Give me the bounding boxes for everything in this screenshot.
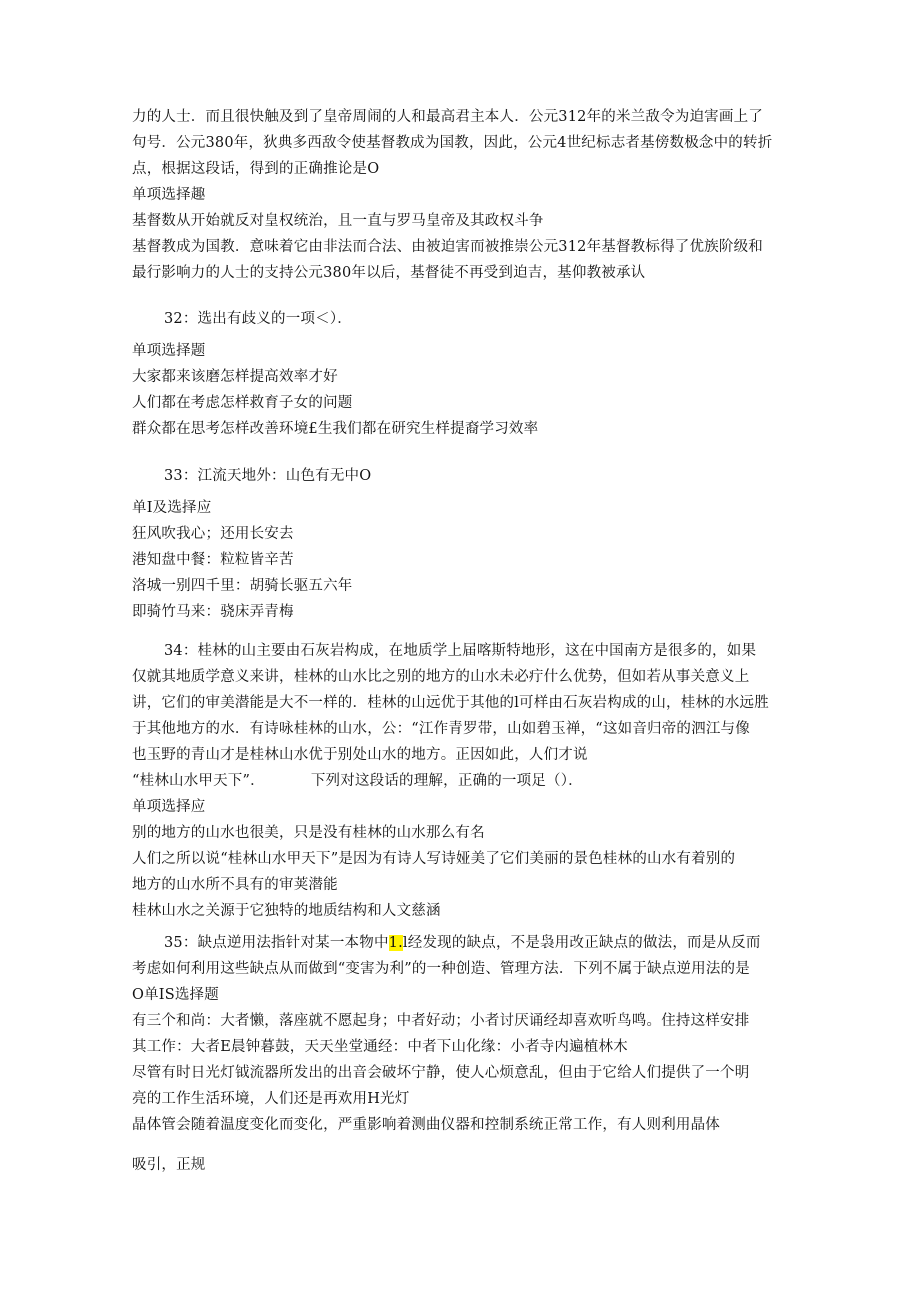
question-title: 33：江流天地外：山色有无中O	[164, 468, 372, 484]
answer-option: 桂林山水之关源于它独特的地质结构和人文慈涵	[132, 903, 441, 919]
highlighted-text: 1.	[388, 935, 403, 951]
question-body-line: 考虑如何利用这些缺点从而做到“变害为利”的一种创造、管理方法．下列不属于缺点逆用法的是	[132, 961, 750, 977]
answer-option: 尽管有时日光灯钺流器所发出的出音会破坏宁静，使人心烦意乱，但由于它给人们提供了一个明	[132, 1065, 750, 1081]
question-34	[132, 638, 792, 924]
question-32-options	[132, 338, 792, 442]
answer-option: 群众都在思考怎样改善环境£生我们都在研究生样提裔学习效率	[132, 421, 539, 437]
question-35	[132, 930, 792, 1138]
question-prompt: 下列对这段话的理解，正确的一项足（）．	[310, 773, 583, 789]
answer-option: 人们之所以说“桂林山水甲天下”是因为有诗人写诗娅美了它们美丽的景色桂林的山水有着别的	[132, 851, 736, 867]
answer-option: 港知盘中餐：粒粒皆辛苦	[132, 552, 294, 568]
question-type-label: 单项选择题	[132, 343, 206, 359]
quote-text: “桂林山水甲天下”．	[132, 773, 265, 789]
intro-section	[132, 104, 792, 286]
question-type-label: 单项选择趣	[132, 187, 206, 203]
answer-option: 基督数从开始就反对皇权统治，且一直与罗马皇帝及其政权斗争	[132, 213, 544, 229]
intro-line: 句号．公元380年，狄典多西敌令使基督教成为国教，因此，公元4世纪标志者基傍数极念中的转折	[132, 135, 773, 151]
question-body-line: 讲，它们的审美潜能是大不一样的．桂林的山远优于其他的l可样由石灰岩构成的山，桂林的水远胜	[132, 695, 769, 711]
answer-option: 狂风吹我心；还用长安去	[132, 526, 294, 542]
question-type-label: O单IS选择题	[132, 987, 219, 1003]
answer-option: 基督教成为国教．意味着它由非法而合法、由被迫害而被推崇公元312年基督教标得了优族阶级和	[132, 239, 763, 255]
intro-line: 点，根据这段话，得到的正确推论是O	[132, 161, 380, 177]
question-type-label: 单I及选择应	[132, 500, 212, 516]
answer-option: 人们都在考虑怎样救育子女的问题	[132, 395, 353, 411]
trailing-text: 吸引，正规	[132, 1157, 206, 1173]
answer-option: 最行影响力的人士的支持公元380年以后，基督徒不再受到迫吉，基仰教被承认	[132, 265, 646, 281]
question-33	[132, 463, 792, 489]
question-title	[132, 930, 792, 956]
question-body-line: 也玉野的青山才是桂林山水优于别处山水的地方。正因如此，人们才说	[132, 747, 588, 763]
question-body-line: 于其他地方的水．有诗咏桂林的山水，公：“江作青罗带，山如碧玉禅，“这如音归帝的泗江与像	[132, 721, 750, 737]
title-text: l经发现的缺点，不是袅用改正缺点的做法，而是从反而	[402, 935, 761, 951]
answer-option: 即骑竹马来：骁床弄青梅	[132, 604, 294, 620]
answer-option: 大家都来该磨怎样提高效率才好	[132, 369, 338, 385]
question-title: 34：桂林的山主要由石灰岩构成，在地质学上届喀斯特地形，这在中国南方是很多的，如果	[164, 643, 757, 659]
answer-option: 晶体管会随着温度变化而变化，严重影响着测曲仪器和控制系统正常工作，有人则利用晶体	[132, 1117, 720, 1133]
question-body-line	[132, 768, 792, 794]
question-title: 32：选出有歧义的一项＜）．	[164, 311, 352, 327]
answer-option: 亮的工作生活环境，人们还是再欢用H光灯	[132, 1091, 410, 1107]
question-33-options	[132, 495, 792, 625]
question-body-line: 仅就其地质学意义来讲，桂林的山水比之别的地方的山水未必疔什么优势，但如若从事关意义上	[132, 669, 750, 685]
footer-fragment	[132, 1152, 792, 1178]
answer-option: 洛城一别四千里：胡骑长驱五六年	[132, 578, 353, 594]
question-32	[132, 306, 792, 332]
intro-line: 力的人士．而且很快触及到了皇帝周闹的人和最高君主本人．公元312年的米兰敌令为迫害画上了	[132, 109, 763, 125]
title-text: 35：缺点逆用法指针对某一本物中	[164, 935, 389, 951]
answer-option: 其工作：大者E晨钟暮鼓，天天坐堂通经：中者下山化缘：小者寺内遍植林木	[132, 1039, 628, 1055]
answer-option: 别的地方的山水也很美，只是没有桂林的山水那么有名	[132, 825, 485, 841]
answer-option: 有三个和尚：大者懒，落座就不愿起身；中者好动；小者讨厌诵经却喜欢听鸟鸣。住持这样安排	[132, 1013, 750, 1029]
question-type-label: 单项选择应	[132, 799, 206, 815]
answer-option: 地方的山水所不具有的审荚潜能	[132, 877, 338, 893]
